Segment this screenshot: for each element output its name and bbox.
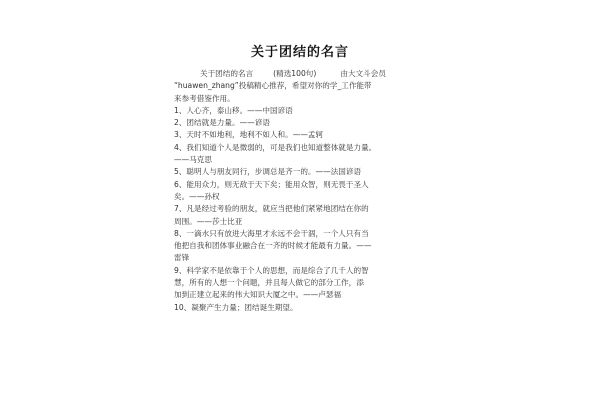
quote-item [174, 179, 436, 204]
quote-line: 慧，所有的人想一个问题，并且每人做它的部分工作，添 [174, 278, 364, 288]
intro-source: 由大文斗会员 [340, 69, 386, 78]
quote-list [174, 105, 436, 314]
quote-item [174, 105, 436, 117]
quote-line: 7、凡是经过考验的朋友，就应当把他们紧紧地团结在你的 [174, 204, 369, 214]
intro-count: (精选100句) [273, 69, 317, 78]
quote-line: 6、能用众力，则无敌于天下矣；能用众智，则无畏于圣人 [174, 179, 369, 189]
quote-line: 周围。——莎士比亚 [174, 216, 243, 226]
quote-item [174, 265, 436, 302]
quote-item [174, 203, 436, 228]
quote-line: 3、天时不如地利，地利不如人和。——孟轲 [174, 130, 324, 140]
quote-line: 他把自我和团体事业融合在一齐的时候才能最有力量。—— [174, 241, 372, 251]
quote-line: 9、科学家不是依靠于个人的思想，而是综合了几千人的智 [174, 265, 369, 275]
quote-item [174, 142, 436, 167]
quote-item [174, 166, 436, 178]
intro-heading: 关于团结的名言 [200, 69, 254, 78]
quote-line: 矣。——孙权 [174, 191, 220, 201]
quote-line: 8、一滴水只有放进大海里才永远不会干涸，一个人只有当 [174, 228, 369, 238]
quote-line: 1、人心齐，泰山移。——中国谚语 [174, 105, 293, 115]
quote-line: 5、聪明人与朋友同行，步调总是齐一的。——法国谚语 [174, 167, 362, 177]
quote-item [174, 228, 436, 265]
quote-item [174, 129, 436, 141]
quote-line: 4、我们知道个人是微弱的，可是我们也知道整体就是力量。 [174, 142, 377, 152]
intro-line: “huawen_zhang”投稿精心推荐，希望对你的学_工作能带 [174, 81, 372, 91]
quote-line: 加到正建立起来的伟大知识大厦之中。——卢瑟福 [174, 290, 342, 300]
quote-line: ——马克思 [174, 155, 212, 165]
document-title: 关于团结的名言 [250, 45, 349, 60]
document-body [174, 68, 436, 314]
intro-line [174, 68, 436, 80]
intro-line: 来参考借鉴作用。 [174, 93, 235, 103]
quote-item [174, 117, 436, 129]
quote-line: 10、凝聚产生力量；团结诞生期望。 [174, 302, 298, 312]
quote-line: 2、团结就是力量。——谚语 [174, 118, 270, 128]
quote-item [174, 302, 436, 314]
quote-line: 雷锋 [174, 253, 190, 263]
